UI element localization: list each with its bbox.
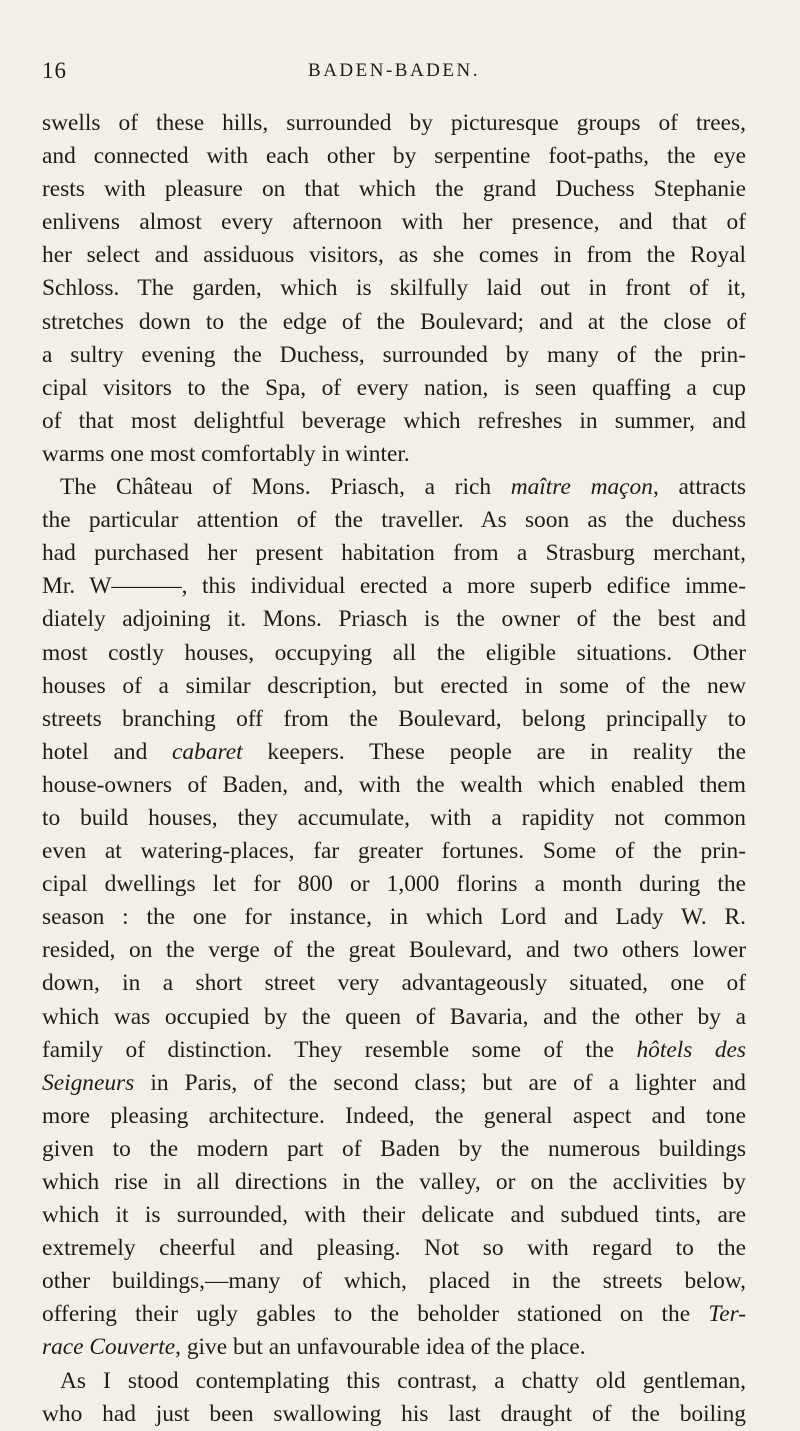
- line-text: streets branching off from the Boulevard, belong principally to: [42, 705, 746, 732]
- text-line: [42, 1067, 746, 1100]
- line-text: , give but an unfavourable idea of the place.: [175, 1334, 586, 1361]
- line-text: to build houses, they accumulate, with a rapidity not common: [42, 804, 746, 831]
- line-text: down, in a short street very advantageously situated, one of: [42, 970, 746, 997]
- line-text: which was occupied by the queen of Bavaria, and the other by a: [42, 1003, 746, 1030]
- body-text: [42, 107, 746, 1431]
- italic-text: race Couverte: [42, 1334, 176, 1361]
- line-text: family of distinction. They resemble some of the: [42, 1036, 637, 1063]
- text-line: [42, 802, 746, 835]
- line-text: warms one most comfortably in winter.: [42, 440, 410, 467]
- line-text: stretches down to the edge of the Boulevard; and at the close of: [42, 308, 746, 335]
- line-text: resided, on the verge of the great Boulevard, and two others lower: [42, 937, 746, 964]
- text-line: [42, 173, 746, 206]
- italic-text: hôtels des: [636, 1036, 746, 1063]
- text-line: [42, 967, 746, 1000]
- line-text: As I stood contemplating this contrast, a chatty old gentleman,: [60, 1367, 746, 1394]
- text-line: [42, 1365, 746, 1398]
- text-line: [42, 1034, 746, 1067]
- line-text: house-owners of Baden, and, with the wealth which enabled them: [42, 771, 746, 798]
- line-text: and connected with each other by serpentine foot-paths, the eye: [42, 143, 746, 170]
- text-line: [42, 537, 746, 570]
- line-text: , attracts: [652, 474, 746, 501]
- text-line: [42, 405, 746, 438]
- line-text: her select and assiduous visitors, as she comes in from the Royal: [42, 242, 746, 269]
- line-text: swells of these hills, surrounded by picturesque groups of trees,: [42, 110, 746, 136]
- text-line: [42, 1001, 746, 1034]
- text-line: [42, 835, 746, 868]
- text-line: [42, 736, 746, 769]
- italic-text: cabaret: [172, 738, 243, 765]
- line-text: rests with pleasure on that which the grand Duchess Stephanie: [42, 176, 746, 203]
- line-text: had purchased her present habitation from a Strasburg merchant,: [42, 540, 746, 567]
- text-line: [42, 504, 746, 537]
- text-line: [42, 140, 746, 173]
- line-text: The Château of Mons. Priasch, a rich: [60, 474, 511, 501]
- line-text: the particular attention of the traveller. As soon as the duchess: [42, 507, 746, 534]
- text-line: [42, 1331, 746, 1364]
- italic-text: Seigneurs: [42, 1069, 135, 1096]
- text-line: [42, 272, 746, 305]
- text-line: [42, 1232, 746, 1265]
- line-text: enlivens almost every afternoon with her presence, and that of: [42, 209, 746, 236]
- line-text: most costly houses, occupying all the eligible situations. Other: [42, 639, 746, 666]
- line-text: a sultry evening the Duchess, surrounded by many of the prin-: [42, 341, 746, 368]
- italic-text: Ter-: [708, 1301, 746, 1328]
- line-text: which it is surrounded, with their delicate and subdued tints, are: [42, 1202, 746, 1229]
- line-text: houses of a similar description, but erected in some of the new: [42, 672, 746, 699]
- text-line: [42, 239, 746, 272]
- line-text: offering their ugly gables to the beholder stationed on the: [42, 1301, 709, 1328]
- text-line: [42, 637, 746, 670]
- text-line: [42, 703, 746, 736]
- text-line: [42, 1265, 746, 1298]
- text-line: [42, 570, 746, 603]
- text-line: [42, 1199, 746, 1232]
- text-line: [42, 603, 746, 636]
- line-text: even at watering-places, far greater fortunes. Some of the prin-: [42, 838, 746, 865]
- text-line: [42, 107, 746, 140]
- line-text: which rise in all directions in the valley, or on the acclivities by: [42, 1169, 746, 1195]
- line-text: other buildings,—many of which, placed in the streets below,: [42, 1268, 746, 1295]
- text-line: [42, 372, 746, 405]
- line-text: in Paris, of the second class; but are of a lighter and: [134, 1069, 746, 1096]
- line-text: extremely cheerful and pleasing. Not so with regard to the: [42, 1235, 746, 1262]
- line-text: of that most delightful beverage which refreshes in summer, and: [42, 407, 746, 434]
- text-line: [42, 206, 746, 239]
- text-line: [42, 901, 746, 934]
- text-line: [42, 1298, 746, 1331]
- line-text: Schloss. The garden, which is skilfully laid out in front of it,: [42, 275, 746, 302]
- text-line: [42, 306, 746, 339]
- line-text: keepers. These people are in reality the: [242, 738, 746, 765]
- text-line: [42, 1166, 746, 1199]
- text-line: [42, 769, 746, 802]
- line-text: given to the modern part of Baden by the numerous buildings: [42, 1135, 746, 1162]
- text-line: [42, 1100, 746, 1133]
- text-line: [42, 339, 746, 372]
- line-text: Mr. W———, this individual erected a more superb edifice imme-: [42, 573, 746, 600]
- page-number: 16: [42, 58, 67, 83]
- text-line: [42, 868, 746, 901]
- text-line: [42, 1398, 746, 1431]
- page-header: [42, 58, 746, 92]
- line-text: who had just been swallowing his last draught of the boiling: [42, 1400, 746, 1427]
- text-line: [42, 1133, 746, 1166]
- line-text: season : the one for instance, in which Lord and Lady W. R.: [42, 904, 746, 931]
- line-text: cipal dwellings let for 800 or 1,000 florins a month during the: [42, 871, 746, 898]
- italic-text: maître maçon: [510, 474, 653, 501]
- text-line: [42, 438, 746, 471]
- line-text: more pleasing architecture. Indeed, the general aspect and tone: [42, 1102, 746, 1129]
- line-text: diately adjoining it. Mons. Priasch is the owner of the best and: [42, 606, 746, 633]
- text-line: [42, 670, 746, 703]
- text-line: [42, 934, 746, 967]
- running-title: BADEN-BADEN.: [308, 60, 480, 81]
- line-text: cipal visitors to the Spa, of every nation, is seen quaffing a cup: [42, 374, 746, 401]
- line-text: hotel and: [42, 738, 173, 765]
- text-line: [42, 471, 746, 504]
